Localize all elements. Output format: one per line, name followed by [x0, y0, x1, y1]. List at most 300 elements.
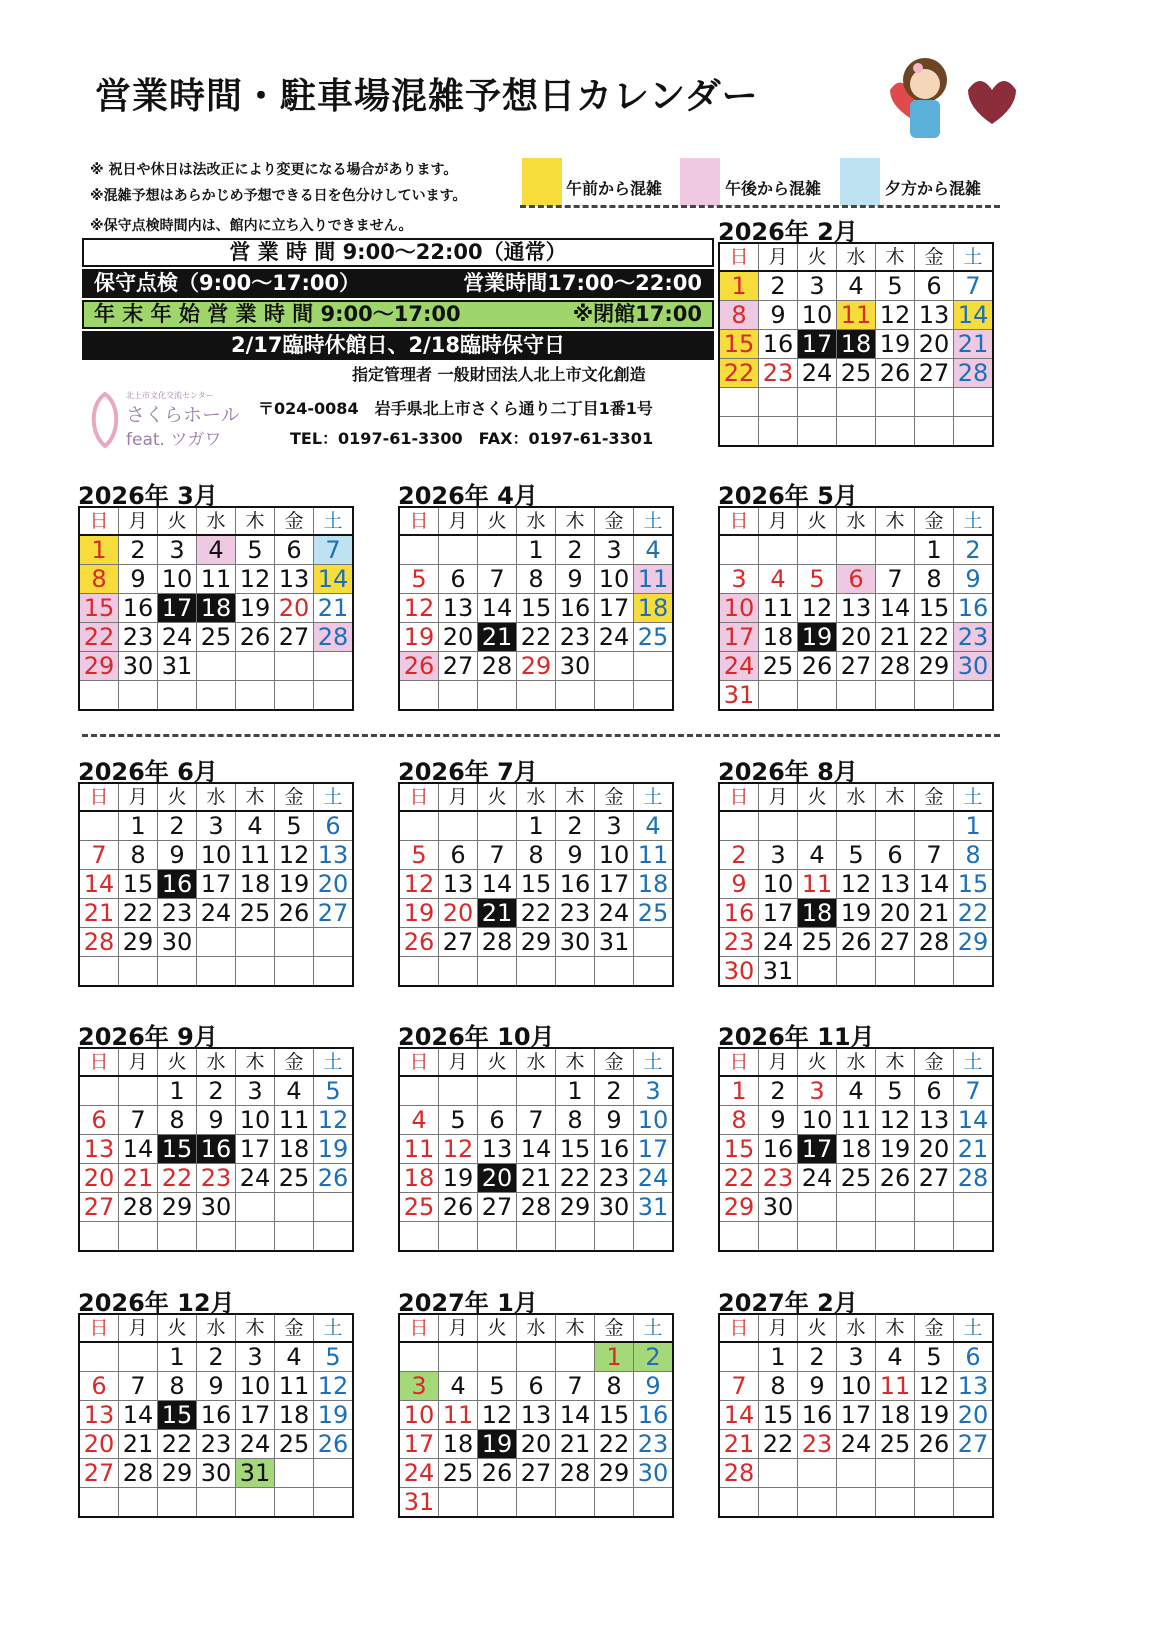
- calendar-day: 5: [478, 1372, 517, 1401]
- weekday-header: 金: [275, 507, 314, 535]
- calendar-day: 11: [439, 1401, 478, 1430]
- calendar-day: 9: [556, 841, 595, 870]
- weekday-header: 日: [719, 243, 759, 271]
- calendar-day: 11: [275, 1372, 314, 1401]
- month-title: 2026年 11月: [718, 1023, 875, 1051]
- calendar-empty-cell: [119, 681, 158, 711]
- weekday-header: 金: [915, 243, 954, 271]
- calendar-day: 19: [876, 1135, 915, 1164]
- calendar-day: 12: [478, 1401, 517, 1430]
- calendar-day: 6: [837, 565, 876, 594]
- weekday-header: 水: [837, 507, 876, 535]
- calendar-empty-cell: [719, 388, 759, 417]
- calendar-empty-cell: [595, 1222, 634, 1252]
- weekday-header: 月: [759, 783, 798, 811]
- calendar-day: 21: [478, 623, 517, 652]
- note-holiday: ※ 祝日や休日は法改正により変更になる場合があります。: [90, 162, 458, 178]
- calendar-day: 6: [79, 1106, 119, 1135]
- maintenance-hours-text: 営業時間17:00～22:00: [463, 271, 702, 295]
- calendar-day: 28: [119, 1193, 158, 1222]
- calendar-day: 24: [595, 899, 634, 928]
- calendar-day: 16: [197, 1135, 236, 1164]
- calendar-day: 4: [759, 565, 798, 594]
- calendar-day: 7: [478, 565, 517, 594]
- month-title: 2027年 2月: [718, 1289, 858, 1317]
- calendar-day: 19: [439, 1164, 478, 1193]
- calendar-empty-cell: [837, 957, 876, 987]
- calendar-day: 25: [798, 928, 837, 957]
- month-title: 2026年 5月: [718, 482, 858, 510]
- weekday-header: 土: [954, 1314, 994, 1342]
- calendar-day: 15: [915, 594, 954, 623]
- calendar-day: 2: [954, 535, 994, 565]
- calendar-day: 17: [595, 594, 634, 623]
- calendar-empty-cell: [556, 1488, 595, 1518]
- weekday-header: 月: [439, 783, 478, 811]
- calendar-day: 10: [595, 841, 634, 870]
- calendar-day: 19: [876, 330, 915, 359]
- calendar-day: 19: [837, 899, 876, 928]
- calendar-day: 21: [119, 1164, 158, 1193]
- calendar-empty-cell: [595, 957, 634, 987]
- month-calendar: [718, 242, 994, 447]
- calendar-day: 27: [79, 1459, 119, 1488]
- weekday-header: 火: [158, 1048, 197, 1076]
- weekday-header: 土: [634, 1048, 674, 1076]
- note-maintenance: ※保守点検時間内は、館内に立ち入りできません。: [90, 218, 413, 234]
- legend-label-evening: 夕方から混雑: [885, 179, 982, 198]
- calendar-empty-cell: [478, 1222, 517, 1252]
- calendar-empty-cell: [759, 535, 798, 565]
- calendar-day: 11: [837, 301, 876, 330]
- calendar-day: 31: [719, 681, 759, 711]
- calendar-day: 19: [314, 1401, 354, 1430]
- calendar-empty-cell: [236, 928, 275, 957]
- temporary-closure-text: 2/17臨時休館日、2/18臨時保守日: [230, 333, 565, 357]
- calendar-empty-cell: [158, 1222, 197, 1252]
- calendar-day: 3: [798, 1076, 837, 1106]
- weekday-header: 火: [158, 1314, 197, 1342]
- calendar-day: 16: [634, 1401, 674, 1430]
- calendar-day: 13: [275, 565, 314, 594]
- calendar-day: 2: [119, 535, 158, 565]
- calendar-empty-cell: [275, 1222, 314, 1252]
- calendar-day: 27: [478, 1193, 517, 1222]
- calendar-empty-cell: [915, 811, 954, 841]
- calendar-day: 6: [954, 1342, 994, 1372]
- calendar-empty-cell: [158, 957, 197, 987]
- calendar-day: 5: [798, 565, 837, 594]
- calendar-day: 18: [197, 594, 236, 623]
- hours-newyear-bar: [82, 300, 714, 329]
- weekday-header: 金: [595, 1048, 634, 1076]
- calendar-day: 30: [158, 928, 197, 957]
- calendar-day: 29: [556, 1193, 595, 1222]
- calendar-day: 14: [314, 565, 354, 594]
- calendar-empty-cell: [236, 1488, 275, 1518]
- hours-normal-bar: [82, 238, 714, 267]
- calendar-day: 1: [759, 1342, 798, 1372]
- calendar-day: 12: [876, 301, 915, 330]
- calendar-empty-cell: [954, 957, 994, 987]
- temporary-closure-bar: [82, 331, 714, 360]
- calendar-day: 3: [595, 535, 634, 565]
- calendar-day: 22: [595, 1430, 634, 1459]
- page-title: 営業時間・駐車場混雑予想日カレンダー: [95, 76, 759, 117]
- calendar-day: 18: [798, 899, 837, 928]
- calendar-day: 3: [197, 811, 236, 841]
- weekday-header: 水: [517, 507, 556, 535]
- weekday-header: 日: [399, 507, 439, 535]
- calendar-empty-cell: [634, 928, 674, 957]
- calendar-empty-cell: [837, 1222, 876, 1252]
- weekday-header: 月: [119, 507, 158, 535]
- calendar-empty-cell: [876, 417, 915, 447]
- calendar-empty-cell: [439, 1076, 478, 1106]
- calendar-empty-cell: [119, 1342, 158, 1372]
- weekday-header: 月: [439, 1314, 478, 1342]
- note-forecast: ※混雑予想はあらかじめ予想できる日を色分けしています。: [90, 188, 467, 204]
- calendar-day: 21: [556, 1430, 595, 1459]
- calendar-day: 19: [798, 623, 837, 652]
- calendar-empty-cell: [798, 535, 837, 565]
- sakura-logo-icon: [88, 390, 122, 450]
- calendar-day: 28: [478, 652, 517, 681]
- calendar-day: 9: [595, 1106, 634, 1135]
- calendar-empty-cell: [236, 681, 275, 711]
- calendar-day: 24: [595, 623, 634, 652]
- calendar-day: 22: [79, 623, 119, 652]
- calendar-day: 15: [517, 594, 556, 623]
- calendar-day: 15: [719, 330, 759, 359]
- calendar-day: 10: [595, 565, 634, 594]
- calendar-day: 6: [478, 1106, 517, 1135]
- calendar-empty-cell: [876, 811, 915, 841]
- weekday-header: 火: [798, 1314, 837, 1342]
- calendar-empty-cell: [915, 957, 954, 987]
- calendar-day: 2: [719, 841, 759, 870]
- calendar-day: 7: [954, 271, 994, 301]
- calendar-day: 22: [556, 1164, 595, 1193]
- calendar-empty-cell: [197, 928, 236, 957]
- weekday-header: 木: [876, 243, 915, 271]
- calendar-day: 23: [556, 899, 595, 928]
- calendar-day: 25: [439, 1459, 478, 1488]
- calendar-empty-cell: [876, 388, 915, 417]
- calendar-empty-cell: [119, 1222, 158, 1252]
- calendar-empty-cell: [439, 957, 478, 987]
- weekday-header: 金: [275, 1314, 314, 1342]
- calendar-empty-cell: [595, 1488, 634, 1518]
- calendar-day: 19: [236, 594, 275, 623]
- calendar-empty-cell: [837, 681, 876, 711]
- calendar-empty-cell: [634, 1488, 674, 1518]
- calendar-empty-cell: [79, 1488, 119, 1518]
- calendar-day: 13: [478, 1135, 517, 1164]
- calendar-day: 8: [759, 1372, 798, 1401]
- calendar-day: 18: [439, 1430, 478, 1459]
- calendar-day: 15: [719, 1135, 759, 1164]
- calendar-empty-cell: [478, 1342, 517, 1372]
- calendar-day: 8: [556, 1106, 595, 1135]
- calendar-day: 8: [119, 841, 158, 870]
- weekday-header: 土: [634, 1314, 674, 1342]
- calendar-day: 22: [119, 899, 158, 928]
- calendar-empty-cell: [837, 1488, 876, 1518]
- calendar-day: 20: [837, 623, 876, 652]
- calendar-empty-cell: [478, 1488, 517, 1518]
- calendar-day: 15: [759, 1401, 798, 1430]
- month-calendar: [718, 506, 994, 711]
- calendar-day: 1: [595, 1342, 634, 1372]
- calendar-day: 8: [79, 565, 119, 594]
- weekday-header: 木: [236, 1314, 275, 1342]
- calendar-day: 29: [595, 1459, 634, 1488]
- calendar-day: 29: [158, 1459, 197, 1488]
- calendar-day: 27: [915, 1164, 954, 1193]
- calendar-day: 13: [79, 1401, 119, 1430]
- calendar-day: 25: [399, 1193, 439, 1222]
- calendar-day: 1: [517, 535, 556, 565]
- weekday-header: 火: [478, 783, 517, 811]
- weekday-header: 火: [798, 783, 837, 811]
- calendar-day: 12: [399, 594, 439, 623]
- calendar-day: 12: [314, 1372, 354, 1401]
- calendar-day: 15: [158, 1135, 197, 1164]
- calendar-day: 27: [954, 1430, 994, 1459]
- calendar-empty-cell: [915, 388, 954, 417]
- calendar-empty-cell: [634, 681, 674, 711]
- calendar-day: 20: [954, 1401, 994, 1430]
- calendar-empty-cell: [837, 1193, 876, 1222]
- calendar-day: 1: [719, 271, 759, 301]
- calendar-empty-cell: [314, 1488, 354, 1518]
- calendar-day: 31: [759, 957, 798, 987]
- month-title: 2026年 8月: [718, 758, 858, 786]
- calendar-day: 1: [119, 811, 158, 841]
- calendar-day: 22: [158, 1430, 197, 1459]
- calendar-day: 6: [915, 1076, 954, 1106]
- calendar-day: 21: [954, 1135, 994, 1164]
- calendar-day: 20: [915, 1135, 954, 1164]
- weekday-header: 日: [79, 507, 119, 535]
- calendar-day: 6: [275, 535, 314, 565]
- calendar-empty-cell: [79, 1342, 119, 1372]
- calendar-day: 5: [275, 811, 314, 841]
- calendar-day: 22: [719, 1164, 759, 1193]
- calendar-empty-cell: [439, 681, 478, 711]
- weekday-header: 月: [759, 507, 798, 535]
- month-title: 2026年 6月: [78, 758, 218, 786]
- calendar-empty-cell: [798, 1193, 837, 1222]
- calendar-empty-cell: [798, 681, 837, 711]
- calendar-empty-cell: [399, 1222, 439, 1252]
- calendar-day: 8: [719, 301, 759, 330]
- month-calendar: [398, 782, 674, 987]
- calendar-day: 30: [759, 1193, 798, 1222]
- calendar-day: 16: [954, 594, 994, 623]
- calendar-day: 18: [837, 330, 876, 359]
- calendar-day: 16: [119, 594, 158, 623]
- calendar-day: 21: [517, 1164, 556, 1193]
- calendar-day: 11: [634, 565, 674, 594]
- calendar-day: 23: [634, 1430, 674, 1459]
- weekday-header: 金: [595, 507, 634, 535]
- calendar-day: 13: [517, 1401, 556, 1430]
- calendar-empty-cell: [876, 1488, 915, 1518]
- calendar-day: 6: [314, 811, 354, 841]
- calendar-day: 23: [197, 1164, 236, 1193]
- calendar-day: 17: [158, 594, 197, 623]
- calendar-day: 14: [719, 1401, 759, 1430]
- calendar-empty-cell: [719, 535, 759, 565]
- weekday-header: 土: [314, 1314, 354, 1342]
- calendar-empty-cell: [158, 1488, 197, 1518]
- calendar-day: 11: [837, 1106, 876, 1135]
- calendar-empty-cell: [439, 1488, 478, 1518]
- calendar-day: 16: [719, 899, 759, 928]
- calendar-empty-cell: [399, 1342, 439, 1372]
- calendar-empty-cell: [634, 957, 674, 987]
- weekday-header: 土: [634, 783, 674, 811]
- contact-text: TEL：0197-61-3300 FAX：0197-61-3301: [290, 429, 654, 448]
- calendar-empty-cell: [915, 1222, 954, 1252]
- calendar-day: 28: [119, 1459, 158, 1488]
- calendar-day: 30: [595, 1193, 634, 1222]
- weekday-header: 土: [314, 783, 354, 811]
- calendar-day: 27: [314, 899, 354, 928]
- month-title: 2026年 2月: [718, 218, 858, 246]
- calendar-day: 27: [915, 359, 954, 388]
- calendar-day: 11: [197, 565, 236, 594]
- calendar-day: 4: [634, 535, 674, 565]
- calendar-empty-cell: [915, 1459, 954, 1488]
- calendar-empty-cell: [275, 1488, 314, 1518]
- calendar-day: 13: [837, 594, 876, 623]
- calendar-empty-cell: [798, 957, 837, 987]
- calendar-empty-cell: [79, 811, 119, 841]
- calendar-day: 26: [399, 928, 439, 957]
- weekday-header: 月: [759, 1048, 798, 1076]
- calendar-day: 18: [399, 1164, 439, 1193]
- calendar-day: 20: [79, 1164, 119, 1193]
- calendar-day: 29: [954, 928, 994, 957]
- calendar-day: 25: [236, 899, 275, 928]
- calendar-day: 22: [158, 1164, 197, 1193]
- calendar-empty-cell: [634, 1222, 674, 1252]
- weekday-header: 金: [915, 507, 954, 535]
- weekday-header: 火: [478, 1048, 517, 1076]
- calendar-day: 28: [478, 928, 517, 957]
- calendar-day: 14: [478, 594, 517, 623]
- calendar-day: 12: [439, 1135, 478, 1164]
- calendar-day: 10: [798, 301, 837, 330]
- calendar-day: 25: [275, 1164, 314, 1193]
- calendar-day: 14: [79, 870, 119, 899]
- calendar-day: 14: [119, 1135, 158, 1164]
- calendar-day: 4: [876, 1342, 915, 1372]
- calendar-day: 13: [314, 841, 354, 870]
- calendar-day: 1: [517, 811, 556, 841]
- calendar-empty-cell: [314, 652, 354, 681]
- calendar-empty-cell: [275, 1459, 314, 1488]
- calendar-day: 26: [236, 623, 275, 652]
- address-text: 〒024-0084 岩手県北上市さくら通り二丁目1番1号: [258, 399, 653, 418]
- calendar-day: 30: [954, 652, 994, 681]
- calendar-day: 22: [759, 1430, 798, 1459]
- calendar-day: 19: [915, 1401, 954, 1430]
- calendar-empty-cell: [837, 811, 876, 841]
- calendar-day: 5: [236, 535, 275, 565]
- calendar-day: 18: [837, 1135, 876, 1164]
- calendar-day: 21: [79, 899, 119, 928]
- calendar-empty-cell: [79, 1076, 119, 1106]
- calendar-day: 2: [634, 1342, 674, 1372]
- calendar-day: 21: [719, 1430, 759, 1459]
- weekday-header: 土: [954, 243, 994, 271]
- calendar-day: 26: [478, 1459, 517, 1488]
- calendar-day: 1: [158, 1076, 197, 1106]
- calendar-empty-cell: [478, 957, 517, 987]
- month-calendar: [398, 506, 674, 711]
- calendar-day: 26: [837, 928, 876, 957]
- calendar-day: 2: [197, 1342, 236, 1372]
- calendar-day: 27: [837, 652, 876, 681]
- calendar-empty-cell: [236, 1193, 275, 1222]
- calendar-day: 30: [556, 652, 595, 681]
- weekday-header: 金: [915, 783, 954, 811]
- calendar-day: 1: [719, 1076, 759, 1106]
- logo-sub: feat. ツガワ: [126, 430, 222, 450]
- calendar-empty-cell: [439, 1222, 478, 1252]
- calendar-day: 7: [556, 1372, 595, 1401]
- calendar-day: 5: [876, 271, 915, 301]
- calendar-day: 27: [439, 928, 478, 957]
- legend-label-morning: 午前から混雑: [566, 179, 663, 198]
- calendar-day: 2: [759, 271, 798, 301]
- calendar-empty-cell: [954, 1222, 994, 1252]
- calendar-empty-cell: [314, 681, 354, 711]
- weekday-header: 日: [399, 783, 439, 811]
- calendar-empty-cell: [314, 1222, 354, 1252]
- calendar-day: 18: [876, 1401, 915, 1430]
- calendar-day: 26: [798, 652, 837, 681]
- calendar-day: 21: [876, 623, 915, 652]
- calendar-day: 18: [275, 1135, 314, 1164]
- weekday-header: 火: [798, 507, 837, 535]
- calendar-day: 14: [876, 594, 915, 623]
- calendar-day: 1: [79, 535, 119, 565]
- calendar-day: 23: [556, 623, 595, 652]
- calendar-day: 24: [399, 1459, 439, 1488]
- calendar-day: 4: [275, 1076, 314, 1106]
- calendar-day: 7: [876, 565, 915, 594]
- calendar-day: 20: [517, 1430, 556, 1459]
- calendar-day: 15: [517, 870, 556, 899]
- calendar-day: 12: [837, 870, 876, 899]
- calendar-day: 3: [798, 271, 837, 301]
- calendar-empty-cell: [517, 1488, 556, 1518]
- newyear-close-text: ※閉館17:00: [572, 302, 702, 326]
- calendar-day: 30: [719, 957, 759, 987]
- calendar-day: 8: [517, 841, 556, 870]
- calendar-empty-cell: [915, 681, 954, 711]
- calendar-empty-cell: [954, 417, 994, 447]
- calendar-day: 27: [439, 652, 478, 681]
- calendar-day: 13: [876, 870, 915, 899]
- calendar-day: 15: [119, 870, 158, 899]
- calendar-day: 1: [158, 1342, 197, 1372]
